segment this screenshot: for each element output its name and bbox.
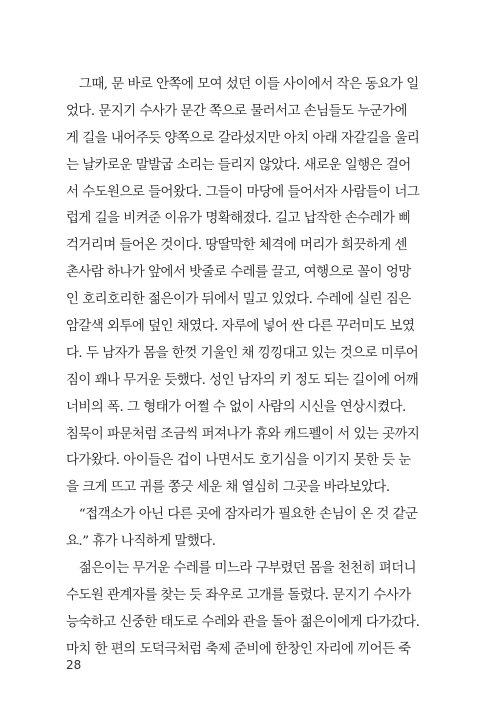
text-line: 암갈색 외투에 덮인 채였다. 자루에 넣어 싼 다른 꾸러미도 보였 xyxy=(66,319,415,335)
text-line: 수도원 관계자를 찾는 듯 좌우로 고개를 돌렸다. 문지기 수사가 xyxy=(66,587,411,603)
text-line: 인 호리호리한 젊은이가 뒤에서 밀고 있었다. 수레에 실린 짐은 xyxy=(66,292,411,308)
text-line: 다. 두 남자가 몸을 한껏 기울인 채 낑낑대고 있는 것으로 미루어 xyxy=(66,345,419,361)
text-line: 그때, 문 바로 안쪽에 모여 섰던 이들 사이에서 작은 동요가 일 xyxy=(66,77,419,92)
text-line: 능숙하고 신중한 태도로 수레와 관을 돌아 젊은이에게 다가갔다. xyxy=(66,614,420,630)
text-line: 었다. 문지기 수사가 문간 쪽으로 물러서고 손님들도 누군가에 xyxy=(66,103,407,119)
paragraph-1 xyxy=(66,72,430,502)
text-line: 럽게 길을 비켜준 이유가 명확해졌다. 길고 납작한 손수레가 삐 xyxy=(66,211,411,227)
page-number: 28 xyxy=(66,658,82,672)
text-line: 서 수도원으로 들어왔다. 그들이 마당에 들어서자 사람들이 너그 xyxy=(66,184,420,200)
text-line: 젊은이는 무거운 수레를 미느라 구부렸던 몸을 천천히 펴더니 xyxy=(66,561,417,577)
text-line: 너비의 폭. 그 형태가 어쩔 수 없이 사람의 시신을 연상시켰다. xyxy=(66,399,406,415)
text-line: “접객소가 아닌 다른 곳에 잠자리가 필요한 손님이 온 것 같군 xyxy=(66,507,418,523)
text-line: 게 길을 내어주듯 양쪽으로 갈라섰지만 아치 아래 자갈길을 울리 xyxy=(66,130,420,146)
text-line: 다가왔다. 아이들은 겁이 나면서도 호기심을 이기지 못한 듯 눈 xyxy=(66,453,411,469)
text-line: 촌사람 하나가 앞에서 밧줄로 수레를 끌고, 여행으로 꼴이 엉망 xyxy=(66,265,411,281)
text-line: 짐이 꽤나 무거운 듯했다. 성인 남자의 키 정도 되는 길이에 어깨 xyxy=(66,372,419,388)
text-line: 요.” 휴가 나직하게 말했다. xyxy=(66,534,216,550)
body-text xyxy=(66,72,430,664)
text-line: 는 날카로운 말발굽 소리는 들리지 않았다. 새로운 일행은 걸어 xyxy=(66,157,411,173)
text-line: 걱거리며 들어온 것이다. 땅딸막한 체격에 머리가 희끗하게 센 xyxy=(66,238,407,254)
paragraph-2 xyxy=(66,502,430,556)
text-line: 을 크게 뜨고 귀를 쫑긋 세운 채 열심히 그곳을 바라보았다. xyxy=(66,480,390,496)
paragraph-3 xyxy=(66,556,430,664)
text-line: 침묵이 파문처럼 조금씩 퍼져나가 휴와 캐드펠이 서 있는 곳까지 xyxy=(66,426,420,442)
text-line: 마치 한 편의 도덕극처럼 축제 준비에 한창인 자리에 끼어든 죽 xyxy=(66,641,411,657)
